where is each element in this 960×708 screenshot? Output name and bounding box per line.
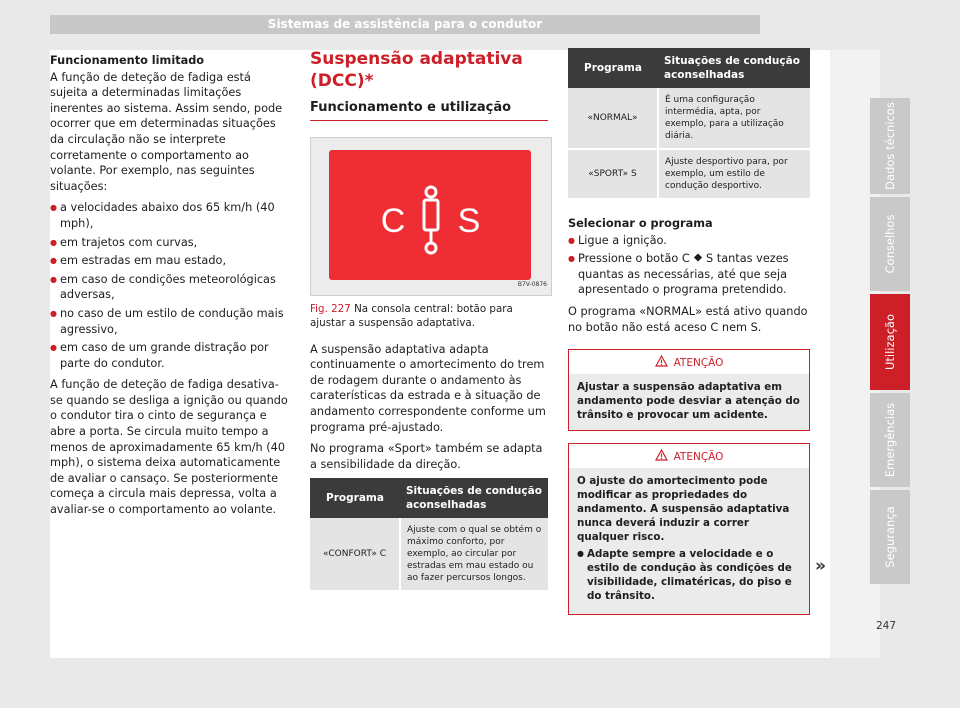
button-letter-s: S	[457, 201, 481, 240]
limitation-list	[50, 200, 290, 371]
warning-triangle-icon	[655, 355, 668, 367]
list-item: ● em caso de condições meteorológicas adversas,	[50, 272, 290, 303]
column-right	[568, 48, 810, 627]
tab-dados-tecnicos[interactable]	[870, 98, 910, 194]
list-item: ● Ligue a ignição.	[568, 233, 810, 249]
section-subtitle: Funcionamento e utilização	[310, 100, 548, 121]
warning-text: O ajuste do amortecimento pode modificar as propriedades do andamento. A suspensão adaptativa nunca deverá induzir a correr qualquer risco.	[577, 475, 790, 544]
warning-box	[568, 349, 810, 431]
table-row	[568, 149, 810, 199]
paragraph: A suspensão adaptativa adapta continuamente o amortecimento do trem de rodagem durante o andamento às caraterísticas da estrada e à situação de andamento correspondente conforme um programa pré-ajustado.	[310, 342, 546, 434]
figure-caption-text: Na consola central: botão para ajustar a suspensão adaptativa.	[310, 302, 513, 329]
warning-title: ATENÇÃO	[673, 357, 724, 370]
button-letter-c: C	[380, 201, 406, 240]
figure-code: B7V-0876	[517, 281, 547, 288]
program-table-continued	[568, 48, 810, 200]
tab-label: Utilização	[883, 313, 897, 371]
select-steps	[568, 233, 810, 298]
warning-header	[569, 444, 809, 468]
section-title: Suspensão adaptativa (DCC)*	[310, 49, 523, 91]
figure-dcc-button	[310, 137, 552, 296]
outro-paragraph: A função de deteção de fadiga desativa-se quando se desliga a ignição ou quando o condutor tira o cinto de segurança e abre a porta. Se circula muito tempo a menos de aproximadamente 65 km/h (40 mph), o sistema deixa automaticamente de avaliar o cansaço. Se posteriormente começa a circula mais depressa, volta a avaliar-se o comportamento ao volante.	[50, 378, 288, 517]
list-item: ● Pressione o botão C ⯁ S tantas vezes quantas as necessárias, até que seja apresentado o programa pretendido.	[568, 251, 810, 298]
column-middle	[310, 48, 548, 592]
tab-conselhos[interactable]	[870, 197, 910, 291]
shock-absorber-icon	[329, 150, 531, 280]
list-item: ● Adapte sempre a velocidade e o estilo de condução às condições de visibilidade, climatéricas, do piso e do trânsito.	[577, 547, 801, 603]
table-cell: Ajuste com o qual se obtém o máximo conforto, por exemplo, ao circular por estradas em mau estado ou ao fazer percursos longos.	[400, 518, 548, 591]
table-cell: «SPORT» S	[568, 149, 658, 199]
tab-label: Conselhos	[883, 214, 897, 274]
column-left	[50, 53, 290, 524]
normal-note: O programa «NORMAL» está ativo quando no botão não está aceso C nem S.	[568, 304, 808, 334]
warning-text: Ajustar a suspensão adaptativa em andamento pode desviar a atenção do trânsito e provocar um acidente.	[577, 381, 800, 422]
table-cell: Ajuste desportivo para, por exemplo, um estilo de condução desportivo.	[658, 149, 810, 199]
list-item: ● em caso de um grande distração por parte do condutor.	[50, 340, 290, 371]
continue-mark: »	[815, 556, 826, 576]
table-header: Programa	[310, 478, 400, 518]
list-item: ● em estradas em mau estado,	[50, 253, 290, 269]
table-cell: É uma configuração intermédia, apta, por exemplo, para a utilização diária.	[658, 88, 810, 149]
list-item: ● em trajetos com curvas,	[50, 235, 290, 251]
warning-header	[569, 350, 809, 374]
table-header: Programa	[568, 48, 658, 88]
list-item: ● no caso de um estilo de condução mais agressivo,	[50, 306, 290, 337]
dcc-button-image	[329, 150, 531, 280]
section-heading: Funcionamento limitado	[50, 54, 205, 67]
tab-label: Dados técnicos	[883, 102, 897, 190]
table-header: Situações de condução aconselhadas	[658, 48, 810, 88]
list-item: ● a velocidades abaixo dos 65 km/h (40 mph),	[50, 200, 290, 231]
tab-emergencias[interactable]	[870, 393, 910, 487]
table-cell: «CONFORT» C	[310, 518, 400, 591]
warning-content	[569, 468, 809, 614]
warning-list	[577, 547, 801, 603]
warning-title: ATENÇÃO	[673, 451, 724, 464]
select-heading: Selecionar o programa	[568, 217, 713, 230]
page-number: 247	[876, 620, 897, 632]
warning-box	[568, 443, 810, 615]
table-row	[568, 88, 810, 149]
tab-label: Emergências	[883, 402, 897, 478]
table-cell: «NORMAL»	[568, 88, 658, 149]
warning-triangle-icon	[655, 449, 668, 461]
figure-label: Fig. 227	[310, 302, 351, 315]
intro-paragraph: A função de deteção de fadiga está sujeita a determinadas limitações inerentes ao sistema. Assim sendo, pode ocorrer que em determinadas situações da circulação não se interprete corretamente o comportamento ao volante. Por exemplo, nas seguintes situações:	[50, 70, 283, 193]
table-row	[310, 518, 548, 591]
paragraph: No programa «Sport» também se adapta a sensibilidade da direção.	[310, 442, 543, 471]
tab-utilizacao[interactable]	[870, 294, 910, 390]
table-header: Situações de condução aconselhadas	[400, 478, 548, 518]
figure-caption	[310, 302, 548, 330]
tab-seguranca[interactable]	[870, 490, 910, 584]
program-table	[310, 478, 548, 592]
page-header: Sistemas de assistência para o condutor	[50, 15, 760, 34]
tab-label: Segurança	[883, 506, 897, 568]
